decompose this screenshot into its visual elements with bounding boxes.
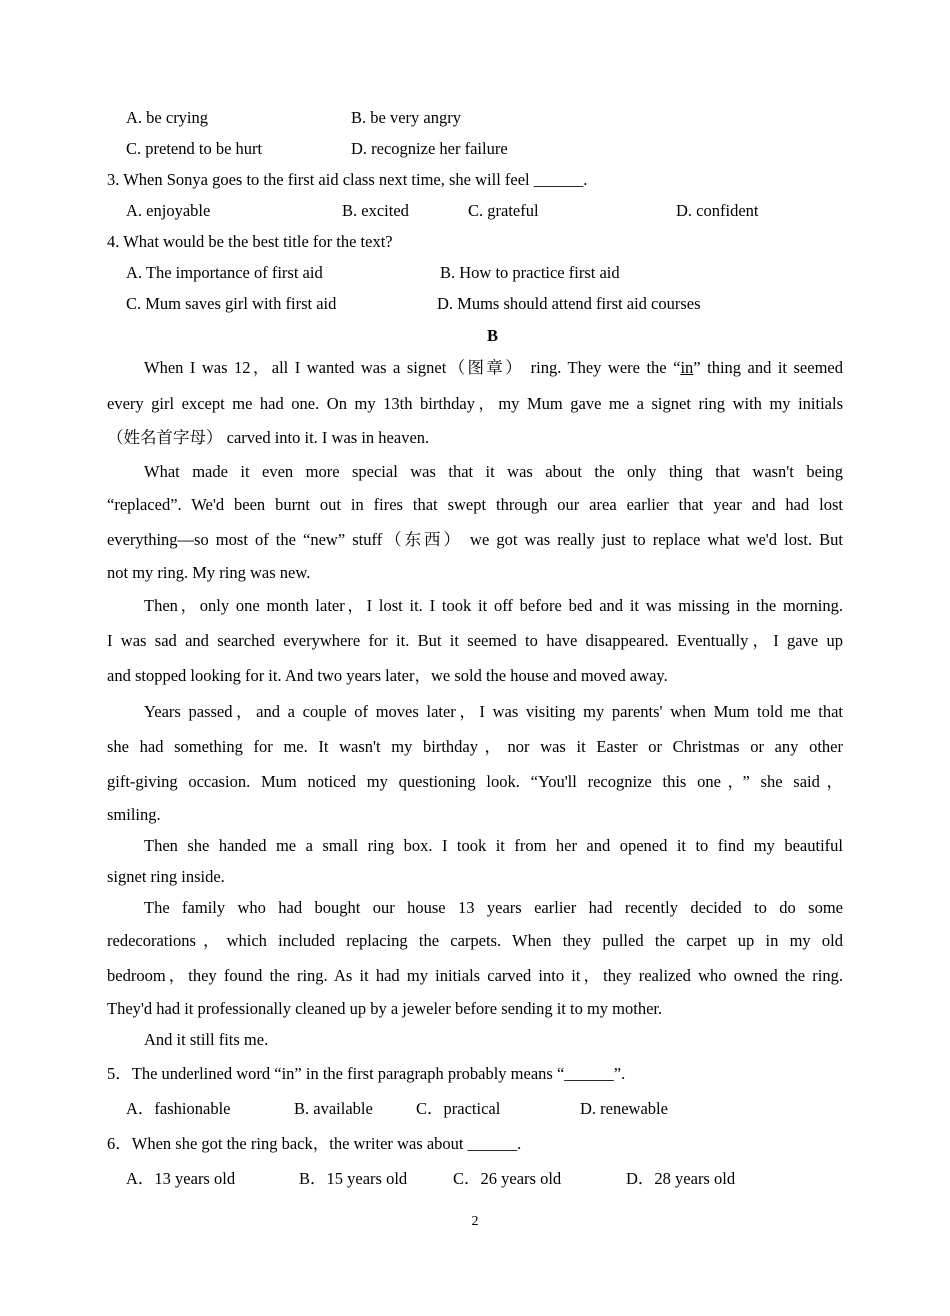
- passage-p1-line2: every girl except me had one. On my 13th birthday，my Mum gave me a signet ring with my initials: [107, 394, 843, 413]
- page-number: 2: [471, 1214, 479, 1229]
- q6-option-c: C．26 years old: [453, 1169, 562, 1188]
- q4-stem: 4. What would be the best title for the text?: [107, 232, 393, 251]
- q4-option-b: B. How to practice first aid: [440, 263, 620, 282]
- passage-p5-line1: Then she handed me a small ring box. I took it from her and opened it to find my beautiful: [144, 836, 843, 855]
- passage-p2-line3: everything—so most of the “new” stuff（东西） we got was really just to replace what we'd lost. But: [107, 530, 843, 549]
- passage-p5-line2: signet ring inside.: [107, 867, 225, 886]
- passage-p2-line2: “replaced”. We'd been burnt out in fires that swept through our area earlier that year and had lost: [107, 495, 843, 514]
- q3-option-a: A. enjoyable: [126, 201, 211, 220]
- passage-p2-line1: What made it even more special was that it was about the only thing that wasn't being: [144, 462, 843, 481]
- q4-option-d: D. Mums should attend first aid courses: [437, 294, 701, 313]
- passage-p1-line1: [144, 358, 843, 378]
- q5-option-b: B. available: [294, 1099, 373, 1118]
- q3-stem: 3. When Sonya goes to the first aid class next time, she will feel ______.: [107, 170, 588, 189]
- q3-option-d: D. confident: [676, 201, 759, 220]
- q5-option-d: D. renewable: [580, 1099, 668, 1118]
- section-heading: B: [486, 326, 498, 345]
- passage-p6-line2: redecorations，which included replacing the carpets. When they pulled the carpet up in my old: [107, 931, 843, 950]
- passage-p7-line1: And it still fits me.: [144, 1030, 269, 1049]
- passage-p4-line3: gift-giving occasion. Mum noticed my questioning look. “You'll recognize this one，” she said，: [107, 772, 843, 791]
- passage-p4-line4: smiling.: [107, 805, 161, 824]
- passage-p4-line2: she had something for me. It wasn't my birthday，nor was it Easter or Christmas or any other: [107, 737, 843, 756]
- q3-option-b: B. excited: [342, 201, 409, 220]
- q6-option-d: D．28 years old: [626, 1169, 736, 1188]
- passage-p6-line1: The family who had bought our house 13 years earlier had recently decided to do some: [144, 898, 843, 917]
- passage-p2-line4: not my ring. My ring was new.: [107, 563, 311, 582]
- passage-p3-line1: Then，only one month later，I lost it. I took it off before bed and it was missing in the morning.: [144, 596, 843, 615]
- passage-p3-line2: I was sad and searched everywhere for it. But it seemed to have disappeared. Eventually，I gave up: [107, 631, 843, 650]
- q6-option-a: A．13 years old: [126, 1169, 236, 1188]
- q2-option-d: D. recognize her failure: [351, 139, 508, 158]
- p1-text-before: When I was 12，all I wanted was a signet（图章） ring. They were the “: [144, 358, 681, 377]
- q5-stem: 5．The underlined word “in” in the first paragraph probably means “______”.: [107, 1064, 626, 1083]
- passage-p6-line3: bedroom，they found the ring. As it had my initials carved into it，they realized who owned the ring.: [107, 966, 843, 985]
- passage-p3-line3: and stopped looking for it. And two years later，we sold the house and moved away.: [107, 666, 668, 685]
- q6-stem: 6．When she got the ring back，the writer was about ______.: [107, 1134, 522, 1153]
- q2-option-c: C. pretend to be hurt: [126, 139, 263, 158]
- q2-option-b: B. be very angry: [351, 108, 461, 127]
- q5-option-a: A．fashionable: [126, 1099, 231, 1118]
- q4-option-c: C. Mum saves girl with first aid: [126, 294, 337, 313]
- p1-text-after: ” thing and it seemed: [693, 358, 843, 377]
- q3-option-c: C. grateful: [468, 201, 539, 220]
- underlined-word-in: in: [680, 358, 694, 377]
- passage-p4-line1: Years passed，and a couple of moves later，I was visiting my parents' when Mum told me that: [144, 702, 843, 721]
- passage-p1-line3: （姓名首字母） carved into it. I was in heaven.: [107, 428, 430, 447]
- passage-p6-line4: They'd had it professionally cleaned up by a jeweler before sending it to my mother.: [107, 999, 663, 1018]
- q5-option-c: C．practical: [416, 1099, 501, 1118]
- q6-option-b: B．15 years old: [299, 1169, 408, 1188]
- q4-option-a: A. The importance of first aid: [126, 263, 323, 282]
- q2-option-a: A. be crying: [126, 108, 209, 127]
